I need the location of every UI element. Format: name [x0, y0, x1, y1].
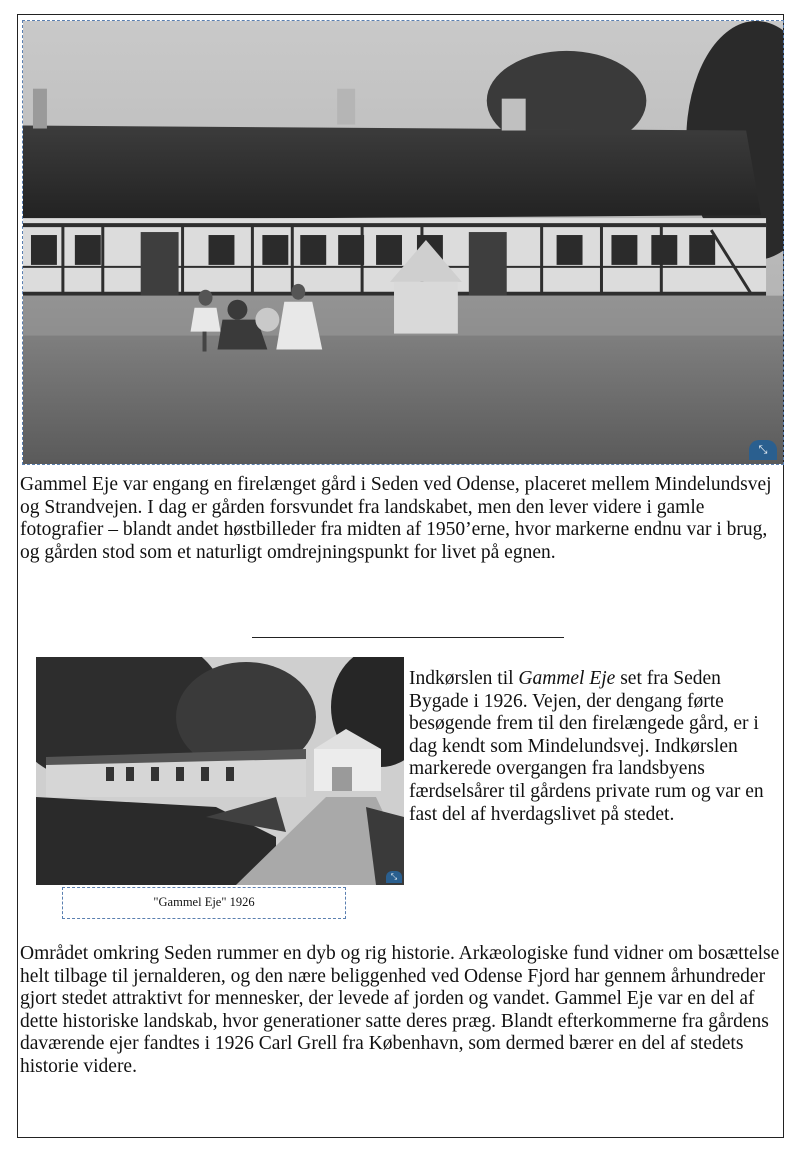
farmhouse-photo-image	[23, 21, 783, 464]
farm-name-italic: Gammel Eje	[518, 668, 616, 689]
driveway-text-prefix: Indkørslen til	[409, 668, 519, 689]
farmhouse-photo[interactable]	[22, 20, 784, 465]
expand-arrows-icon-small[interactable]: ⤡	[386, 871, 402, 883]
driveway-paragraph	[409, 668, 785, 826]
section-divider	[252, 637, 564, 638]
driveway-photo-image	[36, 657, 404, 885]
history-paragraph: Området omkring Seden rummer en dyb og rig historie. Arkæologiske fund vidner om bosættelse helt tilbage til jernalderen, og den nære beliggenhed ved Odense Fjord har gennem århundreder gjort stedet attraktivt for mennesker, der levede af jorden og vandet. Gammel Eje var en del af dette historiske landskab, hvor generationer satte deres præg. Blandt efterkommerne fra gårdens daværende ejer fandtes i 1926 Carl Grell fra København, som dermed bærer en del af stedets historie videre.	[20, 943, 780, 1077]
driveway-text-suffix: set fra Seden Bygade i 1926. Vejen, der dengang førte besøgende frem til den firelængede gård, er i dag kendt som Mindelundsvej. Indkørslen markerede overgangen fra landsbyens færdselsårer til gårdens private rum og var en fast del af hverdagslivet på stedet.	[409, 668, 764, 825]
expand-arrows-icon[interactable]: ⤡	[749, 440, 777, 460]
driveway-photo[interactable]	[36, 657, 404, 885]
intro-paragraph: Gammel Eje var engang en firelænget gård i Seden ved Odense, placeret mellem Mindelundsvej og Strandvejen. I dag er gården forsvundet fra landskabet, men den lever videre i gamle fotografier – blandt andet høstbilleder fra midten af 1950’erne, hvor markerne endnu var i brug, og gården stod som et naturligt omdrejningspunkt for livet på egnen.	[20, 474, 772, 563]
photo-caption: "Gammel Eje" 1926	[62, 887, 346, 919]
